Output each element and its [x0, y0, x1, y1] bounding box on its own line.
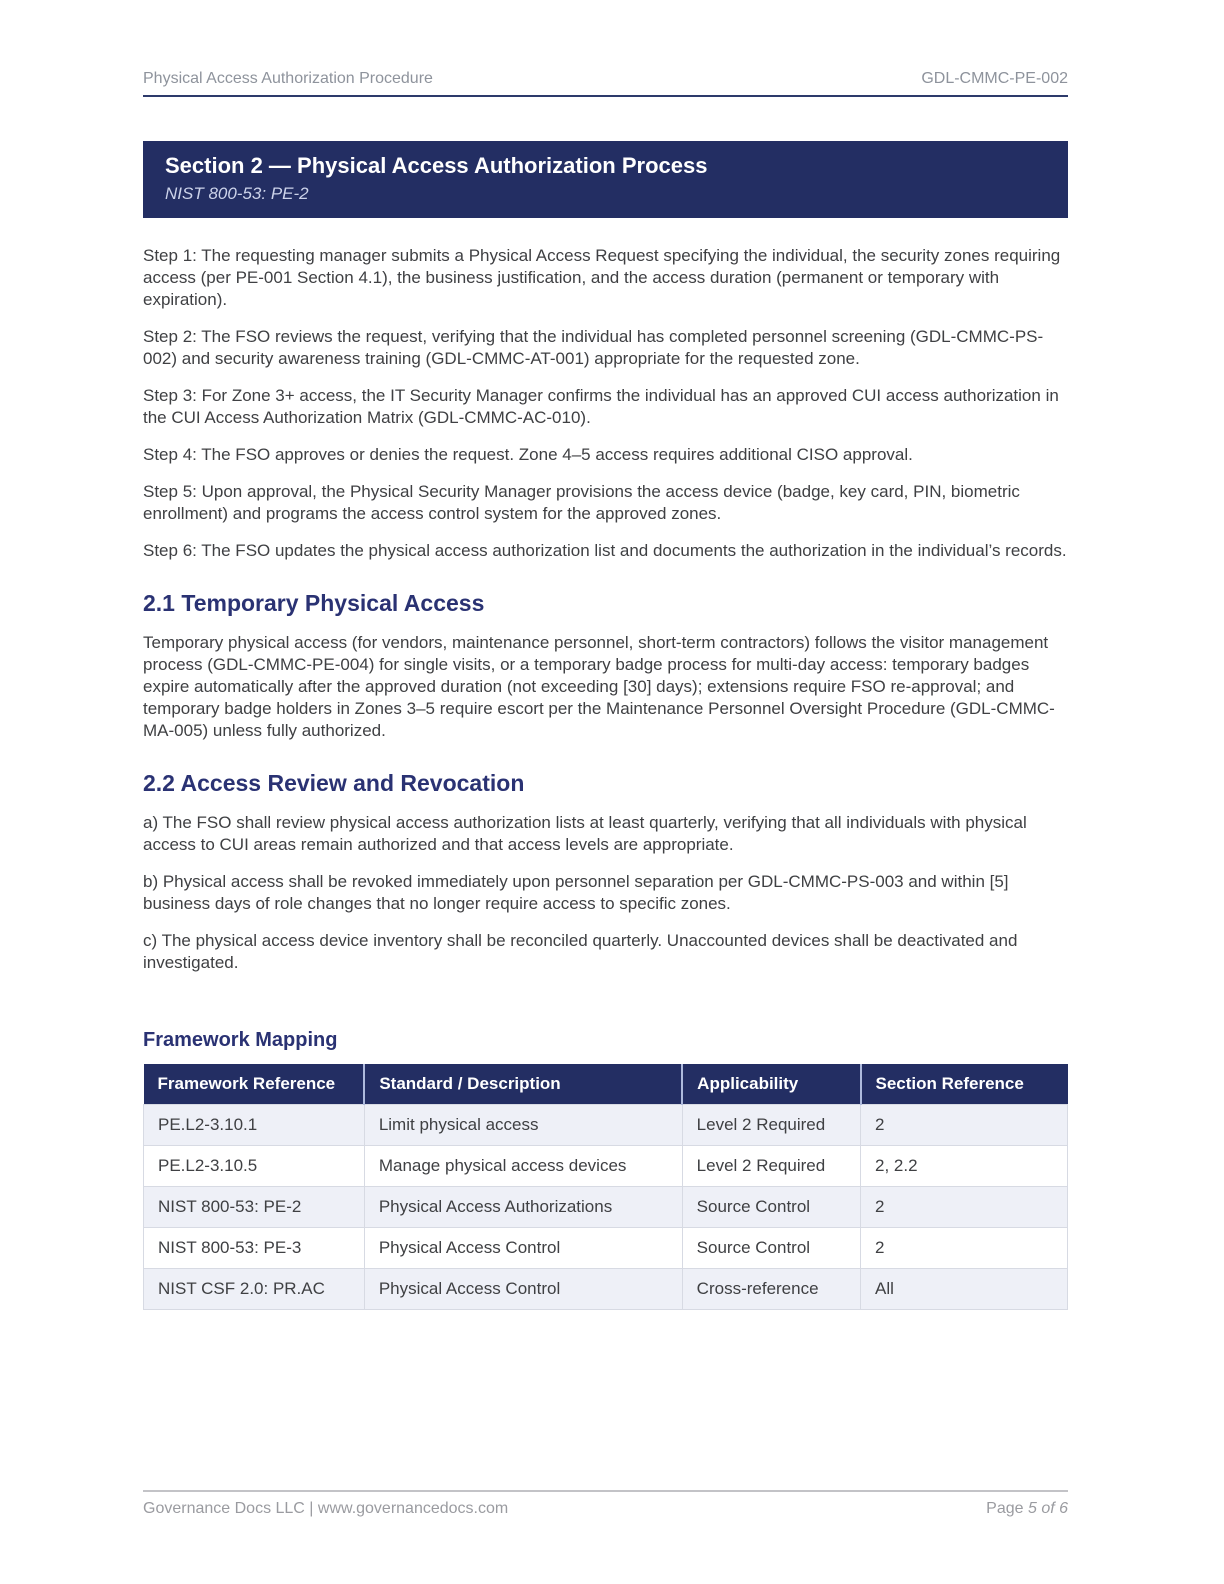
section-banner-subtitle: NIST 800-53: PE-2 [165, 184, 309, 203]
cell-standard-description: Physical Access Control [364, 1228, 682, 1269]
footer-page-number [986, 1500, 1068, 1518]
cell-applicability: Level 2 Required [682, 1105, 860, 1146]
cell-standard-description: Physical Access Control [364, 1269, 682, 1310]
cell-framework-reference: PE.L2-3.10.5 [144, 1146, 365, 1187]
section-2-2-item-b: b) Physical access shall be revoked immediately upon personnel separation per GDL-CMMC-PS-003 and within [5] business days of role changes that no longer require access to specific zones. [143, 872, 1009, 913]
table-header-row [144, 1064, 1068, 1105]
cell-standard-description: Manage physical access devices [364, 1146, 682, 1187]
header-document-id: GDL-CMMC-PE-002 [921, 70, 1068, 87]
framework-mapping-heading: Framework Mapping [143, 1029, 338, 1051]
cell-framework-reference: PE.L2-3.10.1 [144, 1105, 365, 1146]
footer-page-value: 5 of 6 [1027, 1500, 1068, 1517]
step-2-paragraph: Step 2: The FSO reviews the request, verifying that the individual has completed personnel screening (GDL-CMMC-PS-002) and security awareness training (GDL-CMMC-AT-001) appropriate for the requested zone. [143, 327, 1044, 368]
cell-section-reference: 2 [861, 1187, 1068, 1228]
page-footer [143, 1490, 1068, 1518]
table-row [144, 1105, 1068, 1146]
cell-standard-description: Physical Access Authorizations [364, 1187, 682, 1228]
footer-company-line: Governance Docs LLC | www.governancedocs.com [143, 1500, 509, 1517]
section-2-2-item-a: a) The FSO shall review physical access authorization lists at least quarterly, verifying that all individuals with physical access to CUI areas remain authorized and that access levels are appropriate. [143, 813, 1027, 854]
section-banner-title: Section 2 — Physical Access Authorization Process [165, 153, 708, 178]
step-1-paragraph: Step 1: The requesting manager submits a Physical Access Request specifying the individual, the security zones requiring access (per PE-001 Section 4.1), the business justification, and the access duration (permanent or temporary with expiration). [143, 246, 1061, 309]
cell-framework-reference: NIST 800-53: PE-3 [144, 1228, 365, 1269]
step-5-paragraph: Step 5: Upon approval, the Physical Security Manager provisions the access device (badge, key card, PIN, biometric enrollment) and programs the access control system for the approved zones. [143, 482, 1020, 523]
table-row [144, 1228, 1068, 1269]
section-2-2-item-c: c) The physical access device inventory shall be reconciled quarterly. Unaccounted devices shall be deactivated and investigated. [143, 931, 1018, 972]
cell-applicability: Level 2 Required [682, 1146, 860, 1187]
cell-applicability: Source Control [682, 1187, 860, 1228]
process-steps [143, 245, 1068, 562]
cell-framework-reference: NIST CSF 2.0: PR.AC [144, 1269, 365, 1310]
cell-section-reference: 2 [861, 1105, 1068, 1146]
section-banner [143, 141, 1068, 218]
page-header [143, 70, 1068, 97]
column-header-standard-description: Standard / Description [364, 1064, 682, 1105]
cell-standard-description: Limit physical access [364, 1105, 682, 1146]
column-header-framework-reference: Framework Reference [144, 1064, 365, 1105]
section-2-2-heading: 2.2 Access Review and Revocation [143, 770, 525, 796]
cell-section-reference: 2, 2.2 [861, 1146, 1068, 1187]
step-6-paragraph: Step 6: The FSO updates the physical access authorization list and documents the authorization in the individual’s records. [143, 541, 1067, 560]
section-2-1-heading: 2.1 Temporary Physical Access [143, 590, 485, 616]
cell-applicability: Cross-reference [682, 1269, 860, 1310]
cell-applicability: Source Control [682, 1228, 860, 1269]
cell-framework-reference: NIST 800-53: PE-2 [144, 1187, 365, 1228]
framework-mapping-table [143, 1064, 1068, 1310]
cell-section-reference: All [861, 1269, 1068, 1310]
header-document-title: Physical Access Authorization Procedure [143, 70, 433, 87]
column-header-applicability: Applicability [682, 1064, 860, 1105]
table-row [144, 1146, 1068, 1187]
step-3-paragraph: Step 3: For Zone 3+ access, the IT Security Manager confirms the individual has an approved CUI access authorization in the CUI Access Authorization Matrix (GDL-CMMC-AC-010). [143, 386, 1059, 427]
cell-section-reference: 2 [861, 1228, 1068, 1269]
footer-page-label: Page [986, 1500, 1028, 1517]
step-4-paragraph: Step 4: The FSO approves or denies the request. Zone 4–5 access requires additional CISO approval. [143, 445, 913, 464]
column-header-section-reference: Section Reference [861, 1064, 1068, 1105]
table-row [144, 1269, 1068, 1310]
section-2-1-paragraph: Temporary physical access (for vendors, maintenance personnel, short-term contractors) follows the visitor management process (GDL-CMMC-PE-004) for single visits, or a temporary badge process for multi-day access: temporary badges expire automatically after the approved duration (not exceeding [30] days); extensions require FSO re-approval; and temporary badge holders in Zones 3–5 require escort per the Maintenance Personnel Oversight Procedure (GDL-CMMC-MA-005) unless fully authorized. [143, 633, 1055, 740]
table-row [144, 1187, 1068, 1228]
